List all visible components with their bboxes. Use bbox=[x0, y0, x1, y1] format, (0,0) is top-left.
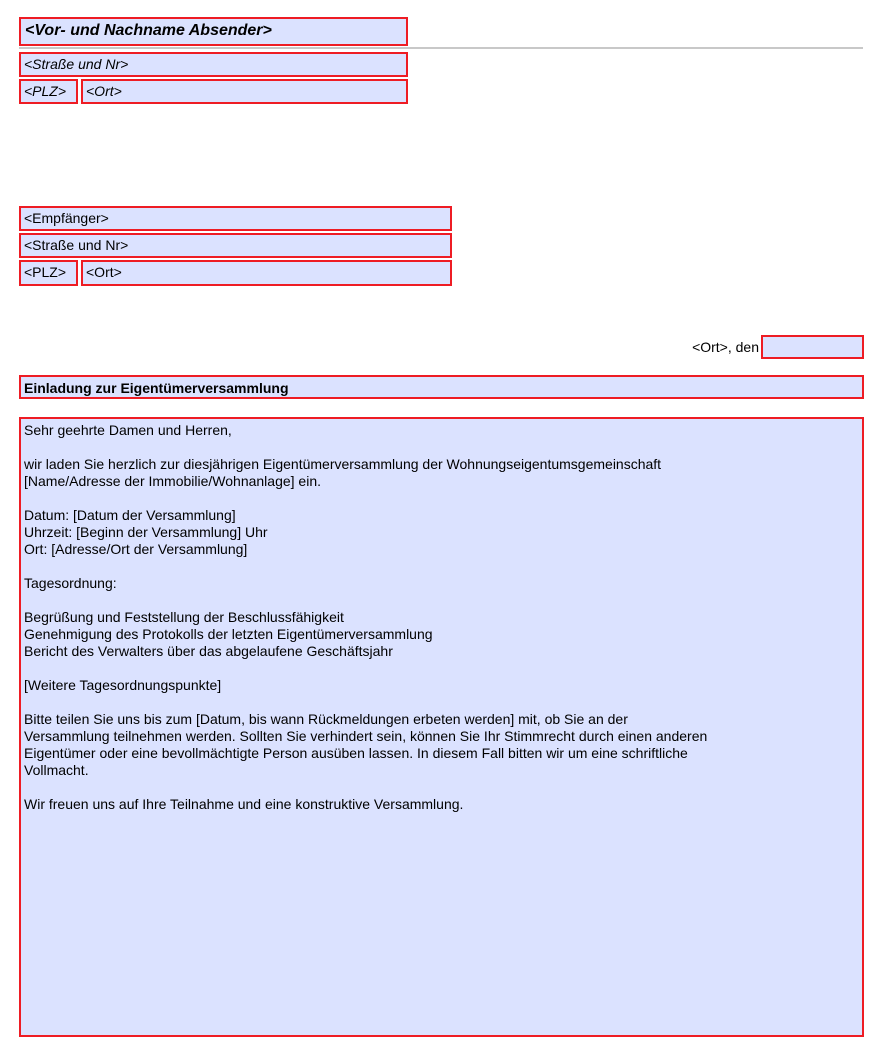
recipient-name-field[interactable]: <Empfänger> bbox=[19, 206, 452, 231]
sender-street-field[interactable]: <Straße und Nr> bbox=[19, 52, 408, 77]
agenda-more: [Weitere Tagesordnungspunkte] bbox=[24, 677, 222, 693]
recipient-street-field[interactable]: <Straße und Nr> bbox=[19, 233, 452, 258]
rsvp-line: Vollmacht. bbox=[24, 762, 89, 778]
subject-field[interactable]: Einladung zur Eigentümerversammlung bbox=[19, 375, 864, 399]
sender-city-field[interactable]: <Ort> bbox=[81, 79, 408, 104]
sender-zip-field[interactable]: <PLZ> bbox=[19, 79, 78, 104]
rsvp-line: Bitte teilen Sie uns bis zum [Datum, bis wann Rückmeldungen erbeten werden] mit, ob Sie an der bbox=[24, 711, 628, 727]
date-field[interactable] bbox=[761, 335, 864, 359]
agenda-item: Begrüßung und Feststellung der Beschlussfähigkeit bbox=[24, 609, 344, 625]
meeting-date: Datum: [Datum der Versammlung] bbox=[24, 507, 236, 523]
closing: Wir freuen uns auf Ihre Teilnahme und eine konstruktive Versammlung. bbox=[24, 796, 464, 812]
agenda-heading: Tagesordnung: bbox=[24, 575, 117, 591]
sender-name-field[interactable]: <Vor- und Nachname Absender> bbox=[19, 17, 408, 46]
date-label: <Ort>, den bbox=[692, 339, 759, 355]
meeting-time: Uhrzeit: [Beginn der Versammlung] Uhr bbox=[24, 524, 268, 540]
rsvp-line: Versammlung teilnehmen werden. Sollten Sie verhindert sein, können Sie Ihr Stimmrecht durch einen anderen bbox=[24, 728, 708, 744]
recipient-city-field[interactable]: <Ort> bbox=[81, 260, 452, 286]
recipient-zip-field[interactable]: <PLZ> bbox=[19, 260, 78, 286]
agenda-item: Genehmigung des Protokolls der letzten Eigentümerversammlung bbox=[24, 626, 433, 642]
intro-line: [Name/Adresse der Immobilie/Wohnanlage] ein. bbox=[24, 473, 322, 489]
meeting-location: Ort: [Adresse/Ort der Versammlung] bbox=[24, 541, 248, 557]
agenda-item: Bericht des Verwalters über das abgelaufene Geschäftsjahr bbox=[24, 643, 393, 659]
header-separator bbox=[19, 47, 863, 49]
rsvp-line: Eigentümer oder eine bevollmächtigte Person ausüben lassen. In diesem Fall bitten wir um eine schriftliche bbox=[24, 745, 688, 761]
letter-body-field[interactable] bbox=[19, 417, 864, 1037]
greeting: Sehr geehrte Damen und Herren, bbox=[24, 422, 232, 438]
intro-line: wir laden Sie herzlich zur diesjährigen Eigentümerversammlung der Wohnungseigentumsgemeinschaft bbox=[24, 456, 662, 472]
